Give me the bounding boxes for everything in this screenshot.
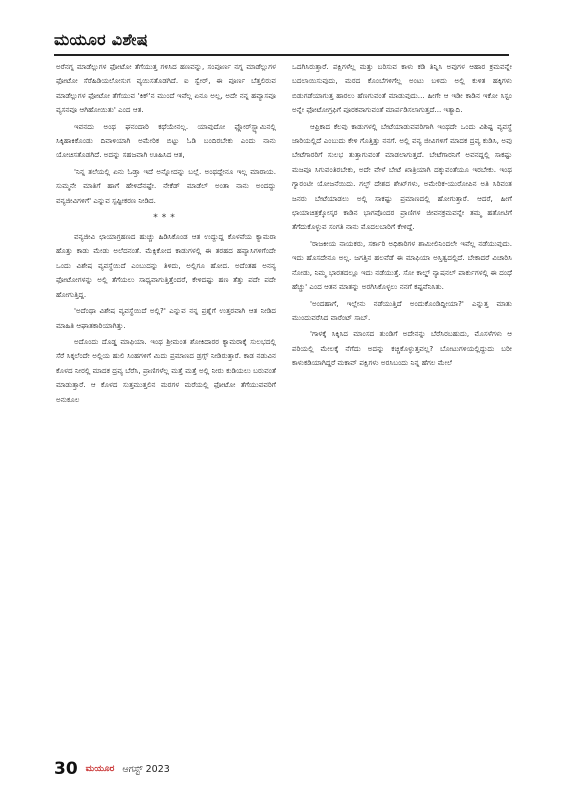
section-header <box>54 30 509 54</box>
paragraph: ಅದೊಂದು ದೊಡ್ಡ ಮಾಫಿಯಾ. ಇಂಥ ಶ್ರೀಮಂತ ಶೋಕಿದಾರರ ಕ್ಯಾಮರಾಕ್ಕೆ ಸುಲಭದಲ್ಲಿ ಸೆರೆ ಸಿಕ್ಕಲೆಂದೇ ಅಲ್ಲಿಯ ಹುಲಿ ಸಿಂಹಗಳಿಗೆ ಮಿದು ಪ್ರಮಾಣದ ಡ್ರಗ್ಸ್ ನೀಡಿರುತ್ತಾರೆ. ಕಾಡ ನಡುವಿನ ಕೊಳದ ನೀರಲ್ಲಿ ಮಾದಕ ದ್ರವ್ಯ ಬೆರೆಸಿ, ಪ್ರಾಣಿಗಳೆಲ್ಲ ಮತ್ತೆ ಮತ್ತೆ ಅಲ್ಲಿ ನೀರು ಕುಡಿಯಲು ಬರುವಂತೆ ಮಾಡುತ್ತಾರೆ. ಆ ಕೊಳದ ಸುತ್ತಮುತ್ತಲಿನ ಮರಗಳ ಮರೆಯಲ್ಲಿ ಫೋಟೋ ತೆಗೆಯುವವರಿಗೆ ಅನುಕೂಲ <box>56 336 276 404</box>
paragraph: ಆಫ್ರಿಕಾದ ಕೆಲವು ಕಾಡುಗಳಲ್ಲಿ ಬೇಟೆಯಾಡುವವರಿಗಾಗಿ ಇಂಥದೇ ಒಂದು ವಿಶಿಷ್ಟ ವ್ಯವಸ್ಥೆ ಜಾರಿಯಲ್ಲಿದೆ ಎಂಬುದು ಕೇಳಿ ಗೊತ್ತಿತ್ತು ನನಗೆ. ಅಲ್ಲಿ ವನ್ಯ ಜೀವಿಗಳಿಗೆ ಮಾದಕ ದ್ರವ್ಯ ಕುಡಿಸಿ, ಅವು ಬೇಟೆಗಾರರಿಗೆ ಸುಲಭ ತುತ್ತಾಗುವಂತೆ ಮಾಡಲಾಗುತ್ತದೆ. ಬೇಟೆಗಾರನಿಗೆ ಅವನದ್ದಲ್ಲಿ ಸಾಕಷ್ಟು ಮಜವೂ ಸಿಗುವಂತಿರಬೇಕು, ಅದೇ ವೇಳೆ ಬೇಟೆ ಖಾತ್ರಿಯಾಗಿ ದಕ್ಕುವಂತೆಯೂ ಇರಬೇಕು. ಇಂಥ ಗ್ಯಾರಂಟೀ ಯೋಜನೆಯಿದು. ಗಲ್ಫ್ ದೇಶದ ಶೇಖ್‌ಗಳು, ಅಮೇರಿಕ-ಯುರೋಪಿನ ಅತಿ ಸಿರಿವಂತ ಜನರು ಬೇಟೆಯಾಡಲು ಅಲ್ಲಿ ಸಾಕಷ್ಟು ಪ್ರಮಾಣದಲ್ಲಿ ಹೋಗುತ್ತಾರೆ. ಆದರೆ, ಹೀಗೆ ಛಾಯಾಚಿತ್ರಕ್ಕೋಸ್ಕರ ಕಾಡಿನ ಭಾಗವೊಂದರ ಪ್ರಾಣಿಗಳ ಜೀವನಕ್ರಮವನ್ನೇ ತಮ್ಮ ಹತೋಟಿಗೆ ತೆಗೆದುಕೊಳ್ಳುವ ಸಂಗತಿ ನಾನು ಮೊದಲಬಾರಿಗೆ ಕೇಳಿದ್ದೆ. <box>292 121 512 232</box>
paragraph: ಇವನದು ಅಂಥ ಘನಂದಾರಿ ಕಥೆಯೇನಲ್ಲ. ಯಾವುದೋ ಫ್ಲೋರ್‌ಸ್ಟ್ಯಾಮಿನಲ್ಲಿ ಸಿಕ್ಕಿಹಾಕಿಕೊಂಡು ದಿವಾಳಿಯಾಗಿ ಅಮೇರಿಕ ಬಿಟ್ಟು ಓಡಿ ಬಂದಿರಬೇಕು ಎಂದು ನಾನು ಯೋಚಿಸತೊಡಗಿದೆ. ಅದನ್ನು ಸಹಜವಾಗಿ ಊಹಿಸಿದ ಆತ, <box>56 121 276 160</box>
paragraph: ಒದಗಿಸಿರುತ್ತಾರೆ. ಪಕ್ಷಿಗಳೆಲ್ಲ ಮತ್ತು ಬರಿಸುವ ಕಾಳು ಕಡಿ ತಿನ್ನಿಸಿ ಅವುಗಳ ಆಹಾರ ಕ್ರಮವನ್ನೇ ಬದಲಾಯಿಸುವುದು, ಮರದ ಕೊಂಬೆಗಳಿಗೆಲ್ಲ ಅಂಟು ಬಳಿದು ಅಲ್ಲಿ ಕುಳಿತ ಹಕ್ಕಿಗಳು ಬಿಡುಗಡೆಯಾಗುತ್ತ ಹಾರಲು ಹೆಣಗುವಂತೆ ಮಾಡುವುದು... ಹೀಗೇ ಆ ಇಡೀ ಕಾಡಿನ ಇಕೋ ಸಿಸ್ಟಂ ಅನ್ನೇ ಫೋಟೋಗ್ರಫಿಗೆ ಪೂರಕವಾಗುವಂತೆ ಮಾರ್ಪಡಿಸಲಾಗುತ್ತದೆ... ಇತ್ಯಾದಿ. <box>292 62 512 115</box>
issue-date: ಆಗಸ್ಟ್ 2023 <box>122 763 170 775</box>
left-column <box>56 60 276 409</box>
paragraph: 'ಗಾಳಕ್ಕೆ ಸಿಕ್ಕಿಸಿದ ಮಾಂಸದ ತುಂಡಿಗೆ ಅದೇನನ್ನು ಬೆರೆಸಿರಬಹುದು, ಮೊಸಳೆಗಳು ಆ ಪರಿಯಲ್ಲಿ ಮೇಲಕ್ಕೆ ನೆಗೆದು ಅದನ್ನು ಕಚ್ಚಿಕೊಳ್ಳುತ್ತವಲ್ಲ? ಬೋಟುಗಳಿಯಲ್ಲಿದ್ದುದು ಬರೀ ಕಾಳುಕಡಿಯಾಗಿದ್ದರೆ ಮಕಾವ್ ಪಕ್ಷಿಗಳು ಅರಸಿಬಂದು ನಿನ್ನ ಹೆಗಲ ಮೇಲೆ <box>292 329 512 368</box>
paragraph: 'ಅದೆಂಥಾ ವಿಶೇಷ ವ್ಯವಸ್ಥೆಯಿದೆ ಅಲ್ಲಿ?' ಎನ್ನುವ ನನ್ನ ಪ್ರಶ್ನೆಗೆ ಉತ್ತರವಾಗಿ ಆತ ನೀಡಿದ ಮಾಹಿತಿ ಆಘಾತಕಾರಿಯಾಗಿತ್ತು. <box>56 306 276 330</box>
section-divider: *** <box>153 213 179 224</box>
paragraph: 'ರಾಜಕೀಯ ನಾಯಕರು, ಸರ್ಕಾರಿ ಅಧಿಕಾರಿಗಳ ಶಾಮೀಲಿನಿಂದಲೇ ಇವೆಲ್ಲ ನಡೆಯುವುದು. ಇದು ಹೊಸದೇನೂ ಅಲ್ಲ. ಜಗತ್ತಿನ ಹಲವೆಡೆ ಈ ಮಾಫಿಯಾ ಅಸ್ತಿತ್ವದಲ್ಲಿದೆ. ಬೇಕಾದರೆ ವಿಚಾರಿಸಿ ನೋಡು, ನಿಮ್ಮ ಭಾರತದಲ್ಲೂ ಇದು ನಡೆಯುತ್ತೆ. ಸೋ ಕಾಲ್ಡ್ ನ್ಯಾಷನಲ್ ಪಾರ್ಕುಗಳಲ್ಲಿ ಈ ದಂಧೆ ಹೆಚ್ಚು' ಎಂದ ಆತನ ಮಾತನ್ನು ಅರಗಿಸಿಕೊಳ್ಳಲು ನನಗೆ ಕಷ್ಟವೆನಿಸಿತು. <box>292 238 512 292</box>
header-rule <box>54 54 509 56</box>
page-number: 30 <box>54 759 78 779</box>
paragraph: 'ಅಂದಹಾಗೆ, ಇಲ್ಲೇನು ನಡೆಯುತ್ತಿದೆ ಅಂದುಕೊಂಡಿದ್ದೀಯಾ?' ಎನ್ನುತ್ತ ಮಾತು ಮುಂದುವರೆಸಿದ ವಾರೆಂಟ್ ಸಾಬ್. <box>292 298 512 322</box>
right-column <box>292 60 512 373</box>
page-footer <box>54 758 170 780</box>
paragraph: ವನ್ಯಜೀವಿ ಛಾಯಾಗ್ರಹಣದ ಹುಚ್ಚು ಹಿಡಿಸಿಕೊಂಡ ಆತ ಉದ್ದುದ್ದ ಕೊಳವೆಯ ಕ್ಯಾಮರಾ ಹೊತ್ತು ಕಾಡು ಮೇಡು ಅಲೆದನಂತೆ. ಮೆಕ್ಸಿಕೋದ ಕಾಡುಗಳಲ್ಲಿ ಈ ತರಹದ ಹವ್ಯಾಸಿಗಳಿಗೆಂದೇ ಒಂದು ವಿಶೇಷ ವ್ಯವಸ್ಥೆಯಿದೆ ಎಂಬುದನ್ನು ತಿಳಿದು, ಅಲ್ಲಿಗೂ ಹೋದ. ಅದೆಂತಹ ಅನನ್ಯ ಫೋಟೋಗಳನ್ನು ಅಲ್ಲಿ ತೆಗೆಯಲು ಸಾಧ್ಯವಾಗುತ್ತಿತ್ತೆಂದರೆ, ಕೇಳಿದಷ್ಟು ಹಣ ತೆತ್ತು ಪದೇ ಪದೇ ಹೋಗುತ್ತಿದ್ದ. <box>56 232 276 299</box>
magazine-logo: ಮಯೂರ <box>85 764 115 774</box>
paragraph: ಅರೆನಗ್ನ ಮಾಡೆಲ್ಲುಗಳ ಫೋಟೋ ತೆಗೆಯುತ್ತ ಗಳಿಸಿದ ಹಣವನ್ನು, ಸಂಪೂರ್ಣ ನಗ್ನ ಮಾಡೆಲ್ಲುಗಳ ಫೋಟೋ ಸೆರೆಹಿಡಿಯಲೋಸುಗ ವ್ಯಯಿಸತೊಡಗಿದೆ. ಐ ಸ್ವೇರ್, ಈ ಪೂರ್ಣ ಬೆತ್ತಲಿರುವ ಮಾಡೆಲ್ಲುಗಳ ಫೋಟೋ ತೆಗೆಯುವ 'ಕಿಕ್'ನ ಮುಂದೆ ಇವೆಲ್ಲ ಏನೂ ಅಲ್ಲ, ಅದೇ ನನ್ನ ಹವ್ಯಾಸವೂ ವ್ಯಸನವೂ ಆಗಿಹೋಯಿತು' ಎಂದ ಆತ. <box>56 62 276 115</box>
section-title: ಮಯೂರ ವಿಶೇಷ <box>54 30 148 49</box>
paragraph: 'ನಿನ್ನ ತಲೆಯಲ್ಲಿ ಏನು ಓಡ್ತಾ ಇದೆ ಅನ್ನೋದನ್ನು ಬಲ್ಲೆ. ಅಂಥದ್ದೇನೂ ಇಲ್ಲ ಮಾರಾಯ. ಸುಮ್ಮನೇ ಮಾತಿಗೆ ಹಾಗೆ ಹೇಳಿದೆನಷ್ಟೇ. ನೇಕೆಡ್ ಮಾಡೆಲ್ ಅಂತಾ ನಾನು ಅಂದದ್ದು ವನ್ಯಜೀವಿಗಳಿಗೆ' ಎನ್ನುವ ಸ್ಪಷ್ಟೀಕರಣ ನೀಡಿದ. <box>56 166 276 205</box>
